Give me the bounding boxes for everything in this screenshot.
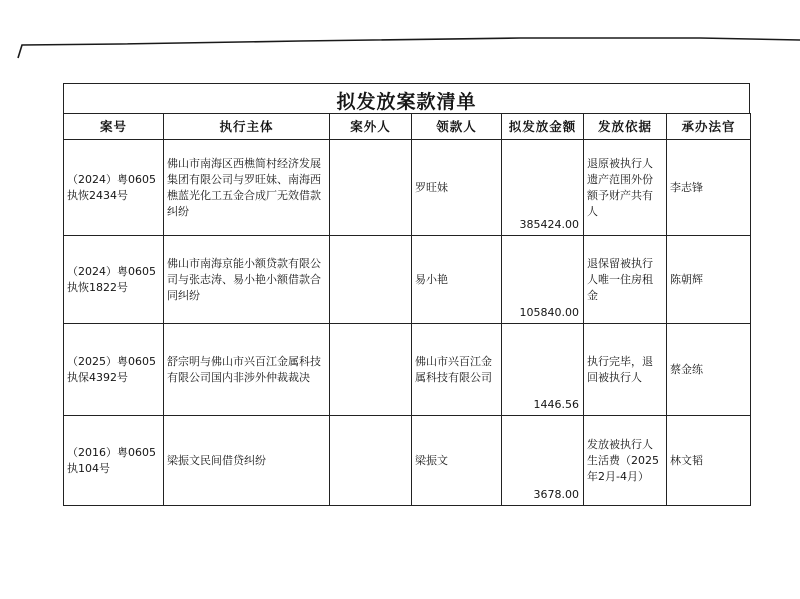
header-judge: 承办法官 [667, 114, 751, 140]
cell-payee: 佛山市兴百江金属科技有限公司 [412, 324, 502, 416]
cell-basis: 发放被执行人生活费（2025年2月-4月） [584, 416, 667, 506]
cell-basis: 退原被执行人遗产范围外份额予财产共有人 [584, 140, 667, 236]
cell-outsider [330, 140, 412, 236]
table-row [64, 416, 751, 506]
cell-judge: 李志锋 [667, 140, 751, 236]
header-basis: 发放依据 [584, 114, 667, 140]
cell-payee: 罗旺妹 [412, 140, 502, 236]
amount-value: 1446.56 [533, 398, 579, 411]
header-case-no: 案号 [64, 114, 164, 140]
table-row [64, 236, 751, 324]
cell-amount [502, 140, 584, 236]
cell-payee: 梁振文 [412, 416, 502, 506]
title-bar [63, 83, 750, 113]
cell-outsider [330, 416, 412, 506]
cell-case-no: （2024）粤0605执恢2434号 [64, 140, 164, 236]
scan-page-edge [0, 0, 800, 64]
document-title: 拟发放案款清单 [336, 91, 477, 113]
cell-amount [502, 324, 584, 416]
cell-payee: 易小艳 [412, 236, 502, 324]
table-header-row [64, 114, 751, 140]
cell-case-no: （2016）粤0605执104号 [64, 416, 164, 506]
cell-outsider [330, 324, 412, 416]
amount-value: 3678.00 [533, 488, 579, 501]
header-amount: 拟发放金额 [502, 114, 584, 140]
table-row [64, 140, 751, 236]
cell-basis: 执行完毕，退回被执行人 [584, 324, 667, 416]
amount-value: 385424.00 [519, 218, 579, 231]
table-row [64, 324, 751, 416]
cell-judge: 陈朝辉 [667, 236, 751, 324]
amount-value: 105840.00 [519, 306, 579, 319]
cell-subject: 舒宗明与佛山市兴百江金属科技有限公司国内非涉外仲裁裁决 [164, 324, 330, 416]
cell-outsider [330, 236, 412, 324]
header-payee: 领款人 [412, 114, 502, 140]
cell-amount [502, 416, 584, 506]
cell-subject: 佛山市南海京能小额贷款有限公司与张志涛、易小艳小额借款合同纠纷 [164, 236, 330, 324]
cell-judge: 林文韬 [667, 416, 751, 506]
cell-case-no: （2024）粤0605执恢1822号 [64, 236, 164, 324]
cell-amount [502, 236, 584, 324]
cell-judge: 蔡金练 [667, 324, 751, 416]
cell-basis: 退保留被执行人唯一住房租金 [584, 236, 667, 324]
payment-table [63, 113, 751, 506]
cell-case-no: （2025）粤0605执保4392号 [64, 324, 164, 416]
cell-subject: 梁振文民间借贷纠纷 [164, 416, 330, 506]
cell-subject: 佛山市南海区西樵简村经济发展集团有限公司与罗旺妹、南海西樵蓝光化工五金合成厂无效借款纠纷 [164, 140, 330, 236]
header-outsider: 案外人 [330, 114, 412, 140]
header-subject: 执行主体 [164, 114, 330, 140]
case-payment-list-sheet [63, 83, 750, 509]
